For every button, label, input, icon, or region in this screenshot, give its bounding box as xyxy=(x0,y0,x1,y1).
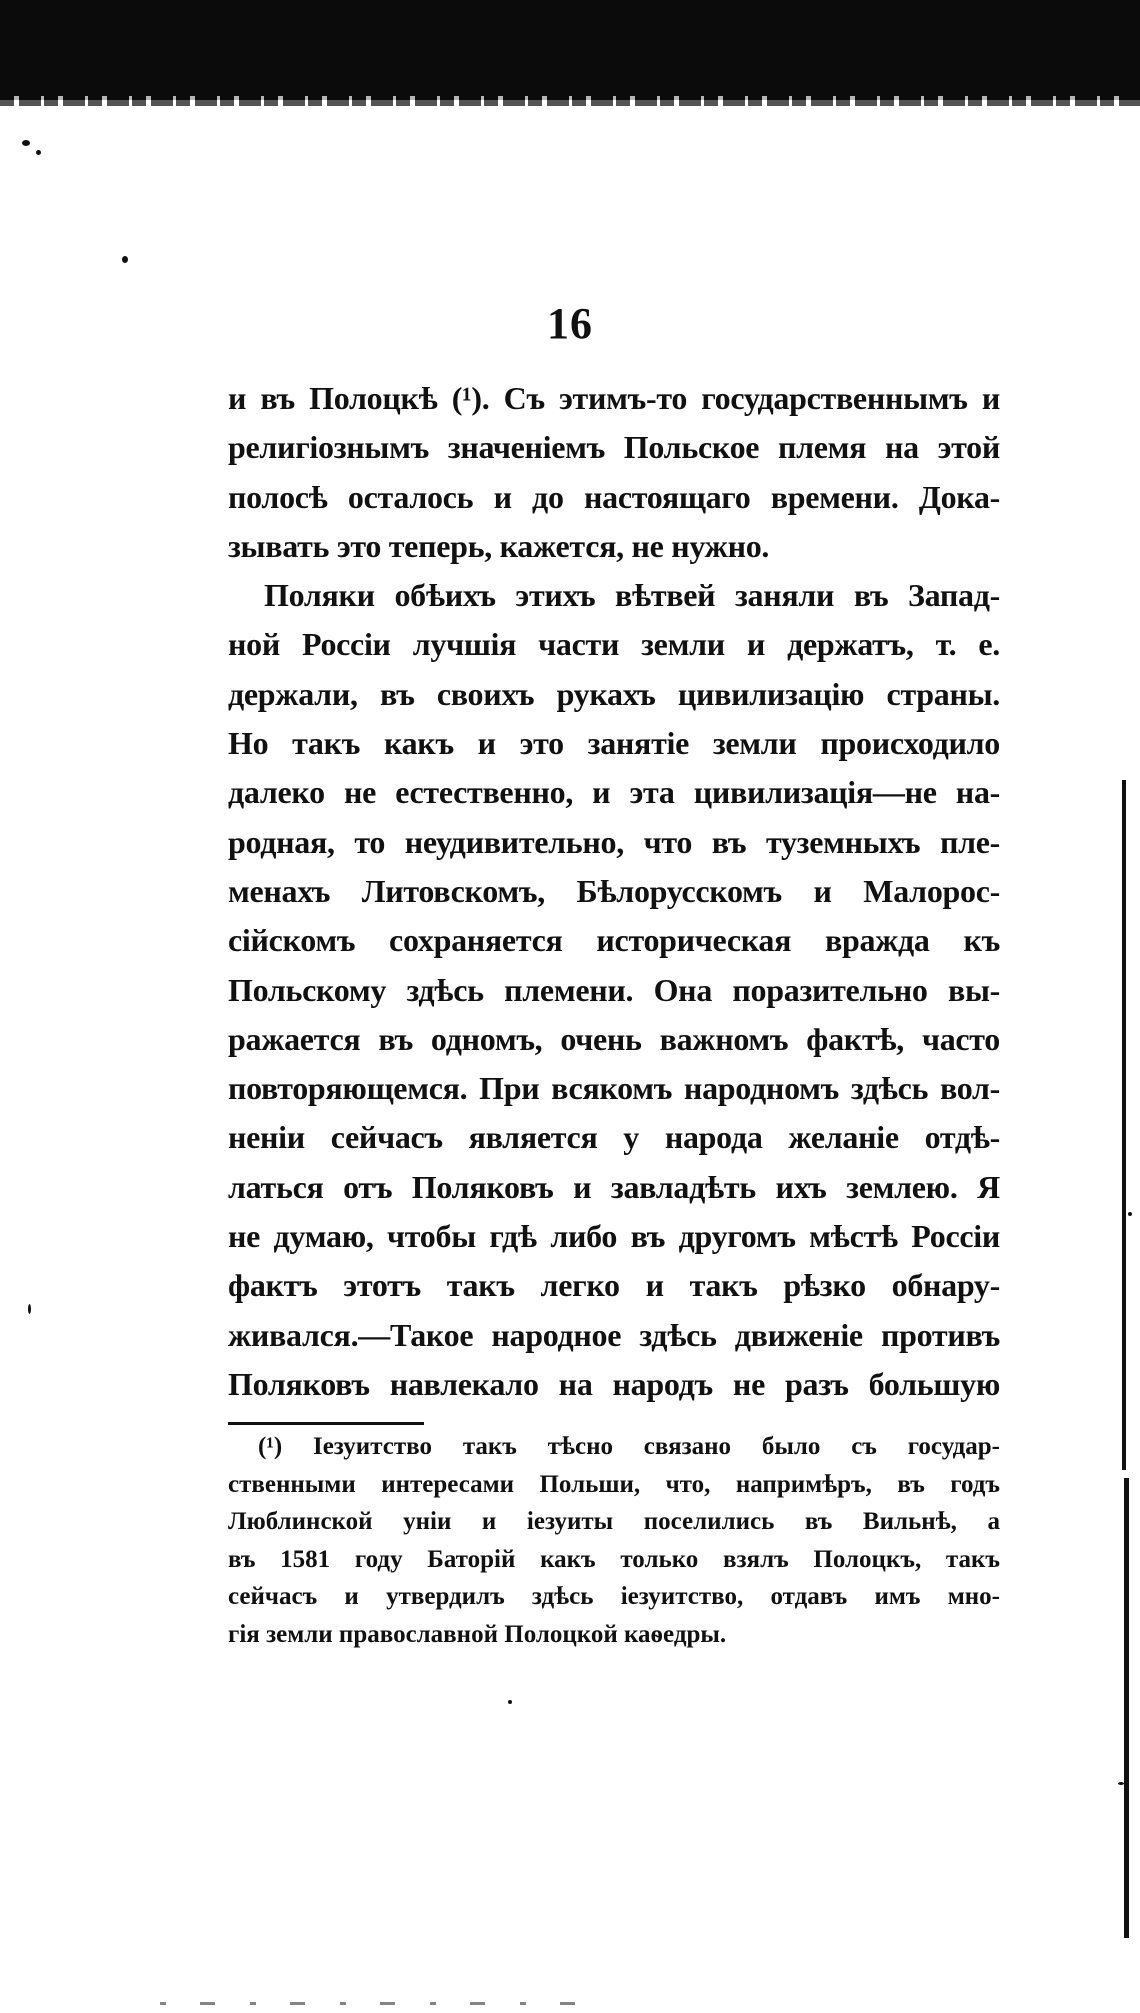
text-line: зывать это теперь, кажется, не нужно. xyxy=(228,527,770,564)
footnote-line: Люблинской уніи и іезуиты поселились въ Вильнѣ, а xyxy=(228,1508,1000,1535)
text-line: фактъ этотъ такъ легко и такъ рѣзко обнару- xyxy=(228,1267,1000,1304)
scan-top-shadow xyxy=(0,0,1140,100)
footnote xyxy=(228,1428,1000,1653)
scan-speck xyxy=(36,150,41,155)
footnote-line: (¹) Іезуитство такъ тѣсно связано было съ государ- xyxy=(258,1433,1000,1460)
text-line: живался.—Такое народное здѣсь движеніе противъ xyxy=(228,1316,1000,1353)
scan-right-edge xyxy=(1122,780,1126,1470)
footnote-rule xyxy=(228,1422,424,1425)
footnote-line: сейчасъ и утвердилъ здѣсь іезуитство, отдавъ имъ мно- xyxy=(228,1583,1000,1610)
text-line: ражается въ одномъ, очень важномъ фактѣ, часто xyxy=(228,1020,1000,1057)
text-line: Польскому здѣсь племени. Она поразительно вы- xyxy=(228,971,1000,1008)
text-line: ной Россіи лучшія части земли и держатъ, т. е. xyxy=(228,626,1000,663)
text-line: и въ Полоцкѣ (¹). Съ этимъ-то государственнымъ и xyxy=(228,380,1000,416)
text-line: родная, то неудивительно, что въ туземныхъ пле- xyxy=(228,823,1000,860)
scan-speck xyxy=(28,1304,31,1314)
text-line: повторяющемся. При всякомъ народномъ здѣсь вол- xyxy=(228,1070,1000,1107)
text-line: Поляковъ навлекало на народъ не разъ большую xyxy=(228,1365,1000,1402)
text-line: полосѣ осталось и до настоящаго времени. Дока- xyxy=(228,478,1000,515)
text-line: религіознымъ значеніемъ Польское племя на этой xyxy=(228,429,1000,466)
text-line: далеко не естественно, и эта цивилизація—не на- xyxy=(228,774,1000,811)
scan-speck xyxy=(508,1700,512,1704)
text-line: менахъ Литовскомъ, Бѣлорусскомъ и Малорос- xyxy=(228,872,1000,909)
scan-right-edge xyxy=(1124,1478,1129,1938)
scan-speck xyxy=(122,256,128,263)
page-number: 16 xyxy=(547,299,593,348)
footnote-line: въ 1581 году Баторій какъ только взялъ Полоцкъ, такъ xyxy=(228,1545,1000,1573)
text-line: держали, въ своихъ рукахъ цивилизацію страны. xyxy=(228,675,1000,712)
text-line: не думаю, чтобы гдѣ либо въ другомъ мѣстѣ Россіи xyxy=(228,1218,1000,1255)
main-text xyxy=(228,374,1000,1409)
scan-speck xyxy=(1128,1212,1132,1216)
text-line: Поляки обѣихъ этихъ вѣтвей заняли въ Запад- xyxy=(264,577,1000,614)
footnote-line: ственными интересами Польши, что, напримѣръ, въ годъ xyxy=(228,1470,1000,1498)
text-line: латься отъ Поляковъ и завладѣть ихъ землею. Я xyxy=(228,1168,1000,1205)
text-line: неніи сейчасъ является у народа желаніе отдѣ- xyxy=(228,1119,1000,1156)
footnote-line: гія земли православной Полоцкой каѳедры. xyxy=(228,1620,727,1648)
text-line: Но такъ какъ и это занятіе земли происходило xyxy=(228,725,1000,762)
scan-top-shadow-edge xyxy=(0,96,1140,106)
scan-speck xyxy=(22,140,30,146)
text-line: сійскомъ сохраняется историческая вражда къ xyxy=(228,922,1000,959)
scan-bottom-noise xyxy=(160,2002,580,2005)
